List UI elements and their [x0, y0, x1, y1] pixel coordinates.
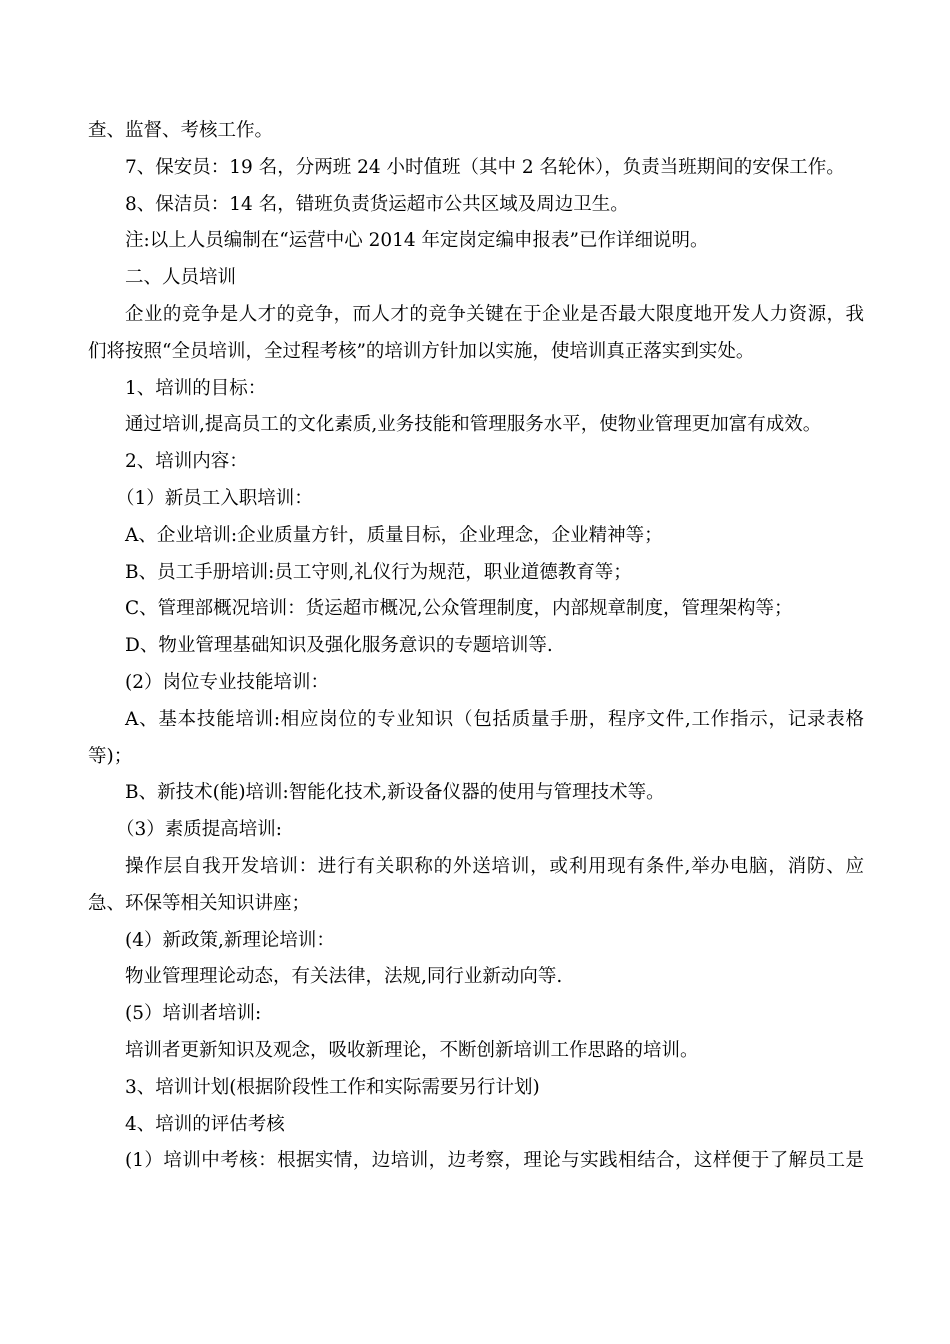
subheading: 4、培训的评估考核: [125, 1113, 285, 1135]
text-line: 注:以上人员编制在“运营中心 2014 年定岗定编申报表”已作详细说明。: [125, 230, 709, 252]
subheading: 2、培训内容：: [125, 451, 248, 473]
list-item: B、新技术(能)培训:智能化技术,新设备仪器的使用与管理技术等。: [125, 782, 665, 804]
list-item: B、员工手册培训:员工守则,礼仪行为规范，职业道德教育等；: [125, 561, 632, 583]
list-item: D、物业管理基础知识及强化服务意识的专题培训等.: [125, 635, 553, 657]
text-line: 们将按照“全员培训，全过程考核”的培训方针加以实施，使培训真正落实到实处。: [88, 340, 755, 362]
document-body: [88, 113, 864, 1180]
list-heading: (5）培训者培训:: [125, 1003, 262, 1025]
text-line: 操作层自我开发培训：进行有关职称的外送培训，或利用现有条件,举办电脑，消防、应: [125, 855, 864, 877]
text-line: 通过培训,提高员工的文化素质,业务技能和管理服务水平，使物业管理更加富有成效。: [125, 414, 822, 436]
text-line: (1）培训中考核：根据实情，边培训，边考察，理论与实践相结合，这样便于了解员工是: [125, 1150, 864, 1172]
list-heading: （1）新员工入职培训：: [116, 487, 313, 509]
text-line: 培训者更新知识及观念，吸收新理论，不断创新培训工作思路的培训。: [125, 1039, 699, 1061]
list-item: C、管理部概况培训：货运超市概况,公众管理制度，内部规章制度，管理架构等；: [125, 598, 793, 620]
text-line: 物业管理理论动态，有关法律，法规,同行业新动向等.: [125, 966, 563, 988]
text-line: 8、保洁员：14 名，错班负责货运超市公共区域及周边卫生。: [125, 193, 629, 215]
section-heading: 二、人员培训: [125, 267, 237, 289]
text-line: 等)；: [88, 745, 133, 767]
subheading: 3、培训计划(根据阶段性工作和实际需要另行计划): [125, 1076, 540, 1098]
subheading: 1、培训的目标：: [125, 377, 267, 399]
list-heading: (4）新政策,新理论培训：: [125, 929, 335, 951]
text-line: 7、保安员：19 名，分两班 24 小时值班（其中 2 名轮休），负责当班期间的安保工作。: [125, 156, 845, 178]
text-line: 急、环保等相关知识讲座；: [88, 892, 311, 914]
list-heading: （3）素质提高培训:: [116, 819, 283, 841]
list-item: A、基本技能培训:相应岗位的专业知识（包括质量手册，程序文件,工作指示，记录表格: [125, 708, 864, 730]
list-item: A、企业培训:企业质量方针，质量目标，企业理念，企业精神等；: [125, 524, 663, 546]
text-line: 查、监督、考核工作。: [88, 120, 274, 141]
text-line: 企业的竞争是人才的竞争，而人才的竞争关键在于企业是否最大限度地开发人力资源，我: [125, 303, 864, 325]
list-heading: (2）岗位专业技能培训：: [125, 671, 329, 693]
